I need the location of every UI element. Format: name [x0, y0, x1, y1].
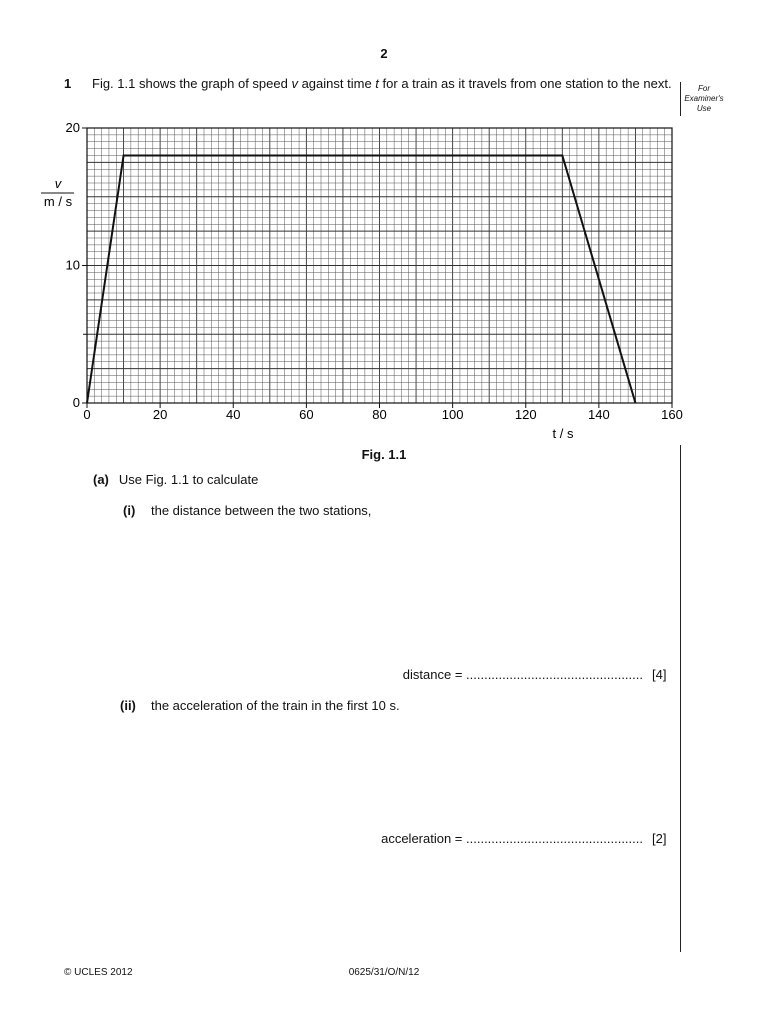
- stem-var-v: v: [291, 76, 298, 91]
- part-a-i-text: the distance between the two stations,: [151, 503, 372, 518]
- part-a-label: (a): [93, 472, 109, 487]
- distance-answer-line[interactable]: distance = .................................................: [402, 667, 643, 682]
- y-tick-labels: [66, 120, 80, 410]
- examiner-use-label: For Examiner's Use: [684, 84, 724, 113]
- marks-i: [4]: [652, 667, 667, 682]
- stem-text-2: against time: [297, 76, 376, 91]
- part-a-ii-label: (ii): [120, 698, 136, 713]
- x-tick-label: 140: [588, 407, 610, 422]
- page-number: 2: [380, 46, 388, 61]
- acceleration-answer-line[interactable]: acceleration = .................................................: [381, 831, 643, 846]
- part-a-ii-question: [120, 698, 400, 713]
- graph-grid: [87, 128, 672, 403]
- footer-paper-code: 0625/31/O/N/12: [348, 967, 420, 978]
- x-tick-label: 60: [299, 407, 314, 422]
- x-tick-label: 20: [152, 407, 168, 422]
- examiner-margin-line-lower: [680, 445, 681, 952]
- x-tick-labels: [83, 407, 682, 422]
- stem-text-1: Fig. 1.1 shows the graph of speed: [92, 76, 292, 91]
- y-axis-label-v: v: [54, 176, 62, 191]
- x-tick-label: 0: [83, 407, 91, 422]
- x-tick-label: 160: [661, 407, 683, 422]
- stem-var-t: t: [375, 76, 379, 91]
- part-a-header: [93, 472, 258, 487]
- question-number: 1: [64, 76, 72, 91]
- x-tick-label: 100: [441, 407, 464, 422]
- y-axis-label-unit: m / s: [43, 194, 73, 209]
- x-axis-label: t / s: [552, 426, 574, 441]
- figure-caption: Fig. 1.1: [361, 447, 407, 462]
- x-tick-label: 40: [226, 407, 241, 422]
- x-tick-label: 120: [514, 407, 537, 422]
- marks-ii: [2]: [652, 831, 667, 846]
- y-tick-label: 0: [72, 395, 80, 410]
- stem-text-3: for a train as it travels from one station to the next.: [378, 76, 672, 91]
- speed-time-graph: [0, 0, 768, 450]
- part-a-text: Use Fig. 1.1 to calculate: [118, 472, 259, 487]
- footer-copyright: © UCLES 2012: [64, 967, 133, 978]
- part-a-ii-text: the acceleration of the train in the first 10 s.: [151, 698, 400, 713]
- y-tick-label: 20: [65, 120, 80, 135]
- graph-axes: [82, 128, 672, 408]
- part-a-i-label: (i): [123, 503, 136, 518]
- part-a-i-question: [123, 503, 372, 518]
- y-tick-label: 10: [65, 257, 80, 273]
- x-tick-label: 80: [372, 407, 387, 422]
